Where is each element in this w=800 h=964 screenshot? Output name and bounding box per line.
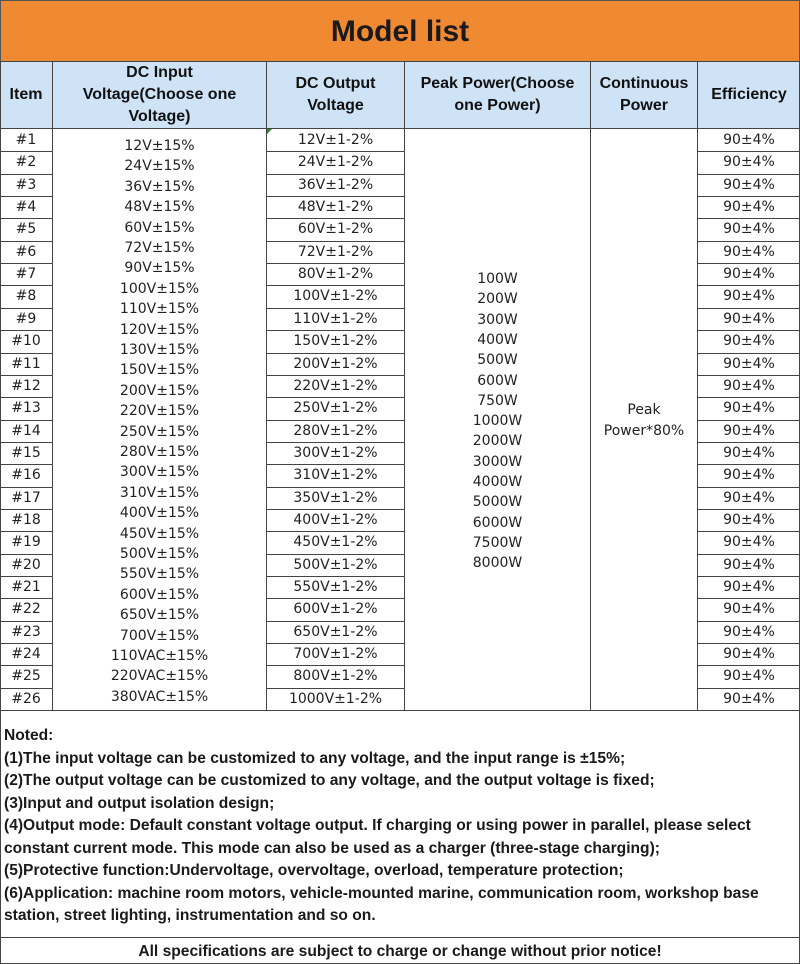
notes-section	[4, 725, 798, 928]
output-voltage-cell: 300V±1-2%	[293, 444, 378, 461]
efficiency-cell: 90±4%	[723, 266, 775, 283]
peak-power-item: 400W	[477, 331, 518, 348]
input-voltage-item: 650V±15%	[119, 607, 200, 624]
output-voltage-cell: 72V±1-2%	[297, 243, 374, 260]
input-voltage-item: 48V±15%	[124, 199, 195, 216]
efficiency-cell: 90±4%	[723, 199, 775, 216]
output-voltage-cell: 80V±1-2%	[297, 266, 374, 283]
input-voltage-item: 100V±15%	[119, 280, 200, 297]
efficiency-cell: 90±4%	[723, 668, 775, 685]
item-cell: #2	[15, 154, 37, 171]
output-voltage-cell: 48V±1-2%	[297, 199, 374, 216]
footer-top-border	[0, 937, 800, 938]
item-cell: #10	[11, 333, 41, 350]
item-cell: #24	[11, 646, 41, 663]
peak-power-item: 200W	[477, 291, 518, 308]
peak-power-item: 300W	[477, 311, 518, 328]
efficiency-cell: 90±4%	[723, 288, 775, 305]
output-voltage-cell: 100V±1-2%	[293, 288, 378, 305]
input-voltage-item: 60V±15%	[124, 219, 195, 236]
output-voltage-cell: 550V±1-2%	[293, 579, 378, 595]
note-line-4: (4)Output mode: Default constant voltage output. If charging or using power in parallel, please select constant current mode. This mode can also be used as a charger (three-stage charging);	[4, 817, 751, 857]
item-cell: #11	[11, 355, 41, 372]
peak-power-item: 2000W	[472, 433, 523, 450]
item-cell: #13	[11, 400, 41, 417]
efficiency-cell: 90±4%	[723, 623, 775, 640]
output-voltage-cell: 200V±1-2%	[293, 355, 378, 372]
output-voltage-cell: 220V±1-2%	[293, 377, 378, 394]
continuous-power-cell	[591, 400, 697, 442]
efficiency-cell: 90±4%	[723, 646, 775, 663]
input-voltage-item: 220V±15%	[119, 403, 200, 420]
efficiency-cell: 90±4%	[723, 690, 775, 707]
input-voltage-item: 310V±15%	[119, 484, 200, 501]
item-cell: #25	[11, 668, 41, 685]
efficiency-cell: 90±4%	[723, 154, 775, 171]
efficiency-cell: 90±4%	[723, 132, 775, 148]
note-line-1: (1)The input voltage can be customized to any voltage, and the input range is ±15%;	[4, 749, 626, 767]
efficiency-cell: 90±4%	[723, 377, 775, 394]
header-peak: Peak Power(Choose one Power)	[420, 75, 575, 114]
efficiency-cell: 90±4%	[723, 221, 775, 238]
title-bar	[0, 0, 800, 63]
input-voltage-item: 220VAC±15%	[110, 668, 209, 685]
header-input: DC Input Voltage(Choose one Voltage)	[82, 64, 237, 125]
item-cell: #6	[15, 243, 37, 260]
peak-power-item: 750W	[477, 392, 518, 409]
efficiency-cell: 90±4%	[723, 534, 775, 551]
input-voltage-item: 700V±15%	[119, 627, 200, 644]
output-voltage-cell: 800V±1-2%	[293, 668, 378, 685]
efficiency-cell: 90±4%	[723, 489, 775, 506]
output-voltage-cell: 400V±1-2%	[293, 511, 378, 528]
notes-heading: Noted:	[4, 727, 54, 744]
peak-power-item: 100W	[477, 271, 518, 287]
item-cell: #20	[11, 556, 41, 573]
input-voltage-item: 150V±15%	[119, 362, 200, 379]
item-cell: #26	[11, 690, 41, 707]
input-voltage-item: 36V±15%	[124, 178, 195, 195]
output-voltage-cell: 280V±1-2%	[293, 422, 378, 439]
input-voltage-item: 12V±15%	[124, 138, 195, 154]
input-voltage-item: 24V±15%	[124, 158, 195, 175]
input-voltage-item: 450V±15%	[119, 525, 200, 542]
input-voltage-item: 110V±15%	[119, 301, 200, 318]
efficiency-cell: 90±4%	[723, 556, 775, 573]
item-cell: #22	[11, 601, 41, 618]
input-voltage-item: 120V±15%	[119, 321, 200, 338]
output-voltage-cell: 110V±1-2%	[293, 310, 378, 327]
efficiency-cell: 90±4%	[723, 333, 775, 350]
column-divider	[590, 61, 591, 710]
peak-power-item: 500W	[477, 352, 518, 369]
item-cell: #7	[15, 266, 37, 283]
efficiency-cell: 90±4%	[723, 400, 775, 417]
efficiency-cell: 90±4%	[723, 579, 775, 595]
peak-power-item: 7500W	[472, 534, 523, 551]
input-voltage-item: 200V±15%	[119, 382, 200, 399]
output-voltage-cell: 24V±1-2%	[297, 154, 374, 171]
output-voltage-cell: 36V±1-2%	[297, 176, 374, 193]
efficiency-cell: 90±4%	[723, 422, 775, 439]
output-voltage-cell: 1000V±1-2%	[288, 690, 383, 707]
note-line-6: (6)Application: machine room motors, vehicle-mounted marine, communication room, workshop base station, street lighting, instrumentation and so on.	[4, 884, 759, 924]
item-cell: #15	[11, 444, 41, 461]
efficiency-cell: 90±4%	[723, 601, 775, 618]
item-cell: #16	[11, 467, 41, 484]
item-cell: #8	[15, 288, 37, 305]
item-cell: #9	[15, 310, 37, 327]
item-cell: #23	[11, 623, 41, 640]
output-voltage-cell: 150V±1-2%	[293, 333, 378, 350]
efficiency-cell: 90±4%	[723, 243, 775, 260]
notes-left-border	[0, 710, 1, 964]
item-cell: #18	[11, 511, 41, 528]
peak-power-item: 600W	[477, 372, 518, 389]
item-cell: #19	[11, 534, 41, 551]
input-voltage-item: 280V±15%	[119, 443, 200, 460]
efficiency-cell: 90±4%	[723, 355, 775, 372]
peak-power-item: 6000W	[472, 514, 523, 531]
page-title: Model list	[330, 14, 470, 48]
efficiency-cell: 90±4%	[723, 310, 775, 327]
item-cell: #1	[15, 132, 37, 148]
item-cell: #12	[11, 377, 41, 394]
input-voltage-item: 550V±15%	[119, 566, 200, 583]
peak-power-item: 8000W	[472, 555, 523, 572]
output-voltage-cell: 600V±1-2%	[293, 601, 378, 618]
peak-power-item: 5000W	[472, 494, 523, 511]
output-voltage-cell: 450V±1-2%	[293, 534, 378, 551]
header-efficiency: Efficiency	[711, 86, 787, 103]
output-voltage-cell: 250V±1-2%	[293, 400, 378, 417]
output-voltage-cell: 310V±1-2%	[293, 467, 378, 484]
table-top-border	[0, 61, 800, 62]
output-voltage-cell: 350V±1-2%	[293, 489, 378, 506]
footer-disclaimer: All specifications are subject to charge or change without prior notice!	[138, 943, 662, 960]
note-line-2: (2)The output voltage can be customized to any voltage, and the output voltage is fixed;	[4, 772, 655, 789]
item-cell: #5	[15, 221, 37, 238]
continuous-line-2: Power*80%	[603, 423, 685, 439]
input-voltage-item: 300V±15%	[119, 464, 200, 481]
input-voltage-item: 90V±15%	[124, 260, 195, 277]
input-voltage-item: 500V±15%	[119, 545, 200, 562]
input-voltage-item: 130V±15%	[119, 341, 200, 358]
input-voltage-item: 600V±15%	[119, 586, 200, 603]
note-line-3: (3)Input and output isolation design;	[4, 794, 275, 812]
peak-power-item: 3000W	[472, 453, 523, 470]
header-item: Item	[9, 86, 43, 103]
item-cell: #21	[11, 579, 41, 595]
header-continuous: Continuous Power	[599, 75, 689, 114]
item-cell: #14	[11, 422, 41, 439]
note-line-5: (5)Protective function:Undervoltage, overvoltage, overload, temperature protection;	[4, 862, 624, 879]
output-voltage-cell: 700V±1-2%	[293, 646, 378, 663]
header-output: DC Output Voltage	[295, 75, 376, 114]
efficiency-cell: 90±4%	[723, 467, 775, 484]
item-cell: #3	[15, 176, 37, 193]
item-cell: #4	[15, 199, 37, 216]
input-voltage-item: 72V±15%	[124, 239, 195, 256]
input-voltage-item: 250V±15%	[119, 423, 200, 440]
efficiency-cell: 90±4%	[723, 176, 775, 193]
output-voltage-cell: 650V±1-2%	[293, 623, 378, 640]
output-voltage-cell: 500V±1-2%	[293, 556, 378, 573]
table-bottom-border	[0, 710, 800, 711]
peak-power-item: 4000W	[472, 474, 523, 490]
peak-power-item: 1000W	[472, 413, 523, 430]
input-voltage-item: 110VAC±15%	[110, 647, 209, 664]
efficiency-cell: 90±4%	[723, 444, 775, 461]
continuous-line-1: Peak	[627, 402, 661, 418]
output-voltage-cell: 12V±1-2%	[297, 132, 374, 148]
input-voltage-item: 380VAC±15%	[110, 688, 209, 705]
item-cell: #17	[11, 489, 41, 506]
efficiency-cell: 90±4%	[723, 511, 775, 528]
input-voltage-item: 400V±15%	[119, 505, 200, 522]
table-header	[0, 62, 800, 128]
output-voltage-cell: 60V±1-2%	[297, 221, 374, 238]
